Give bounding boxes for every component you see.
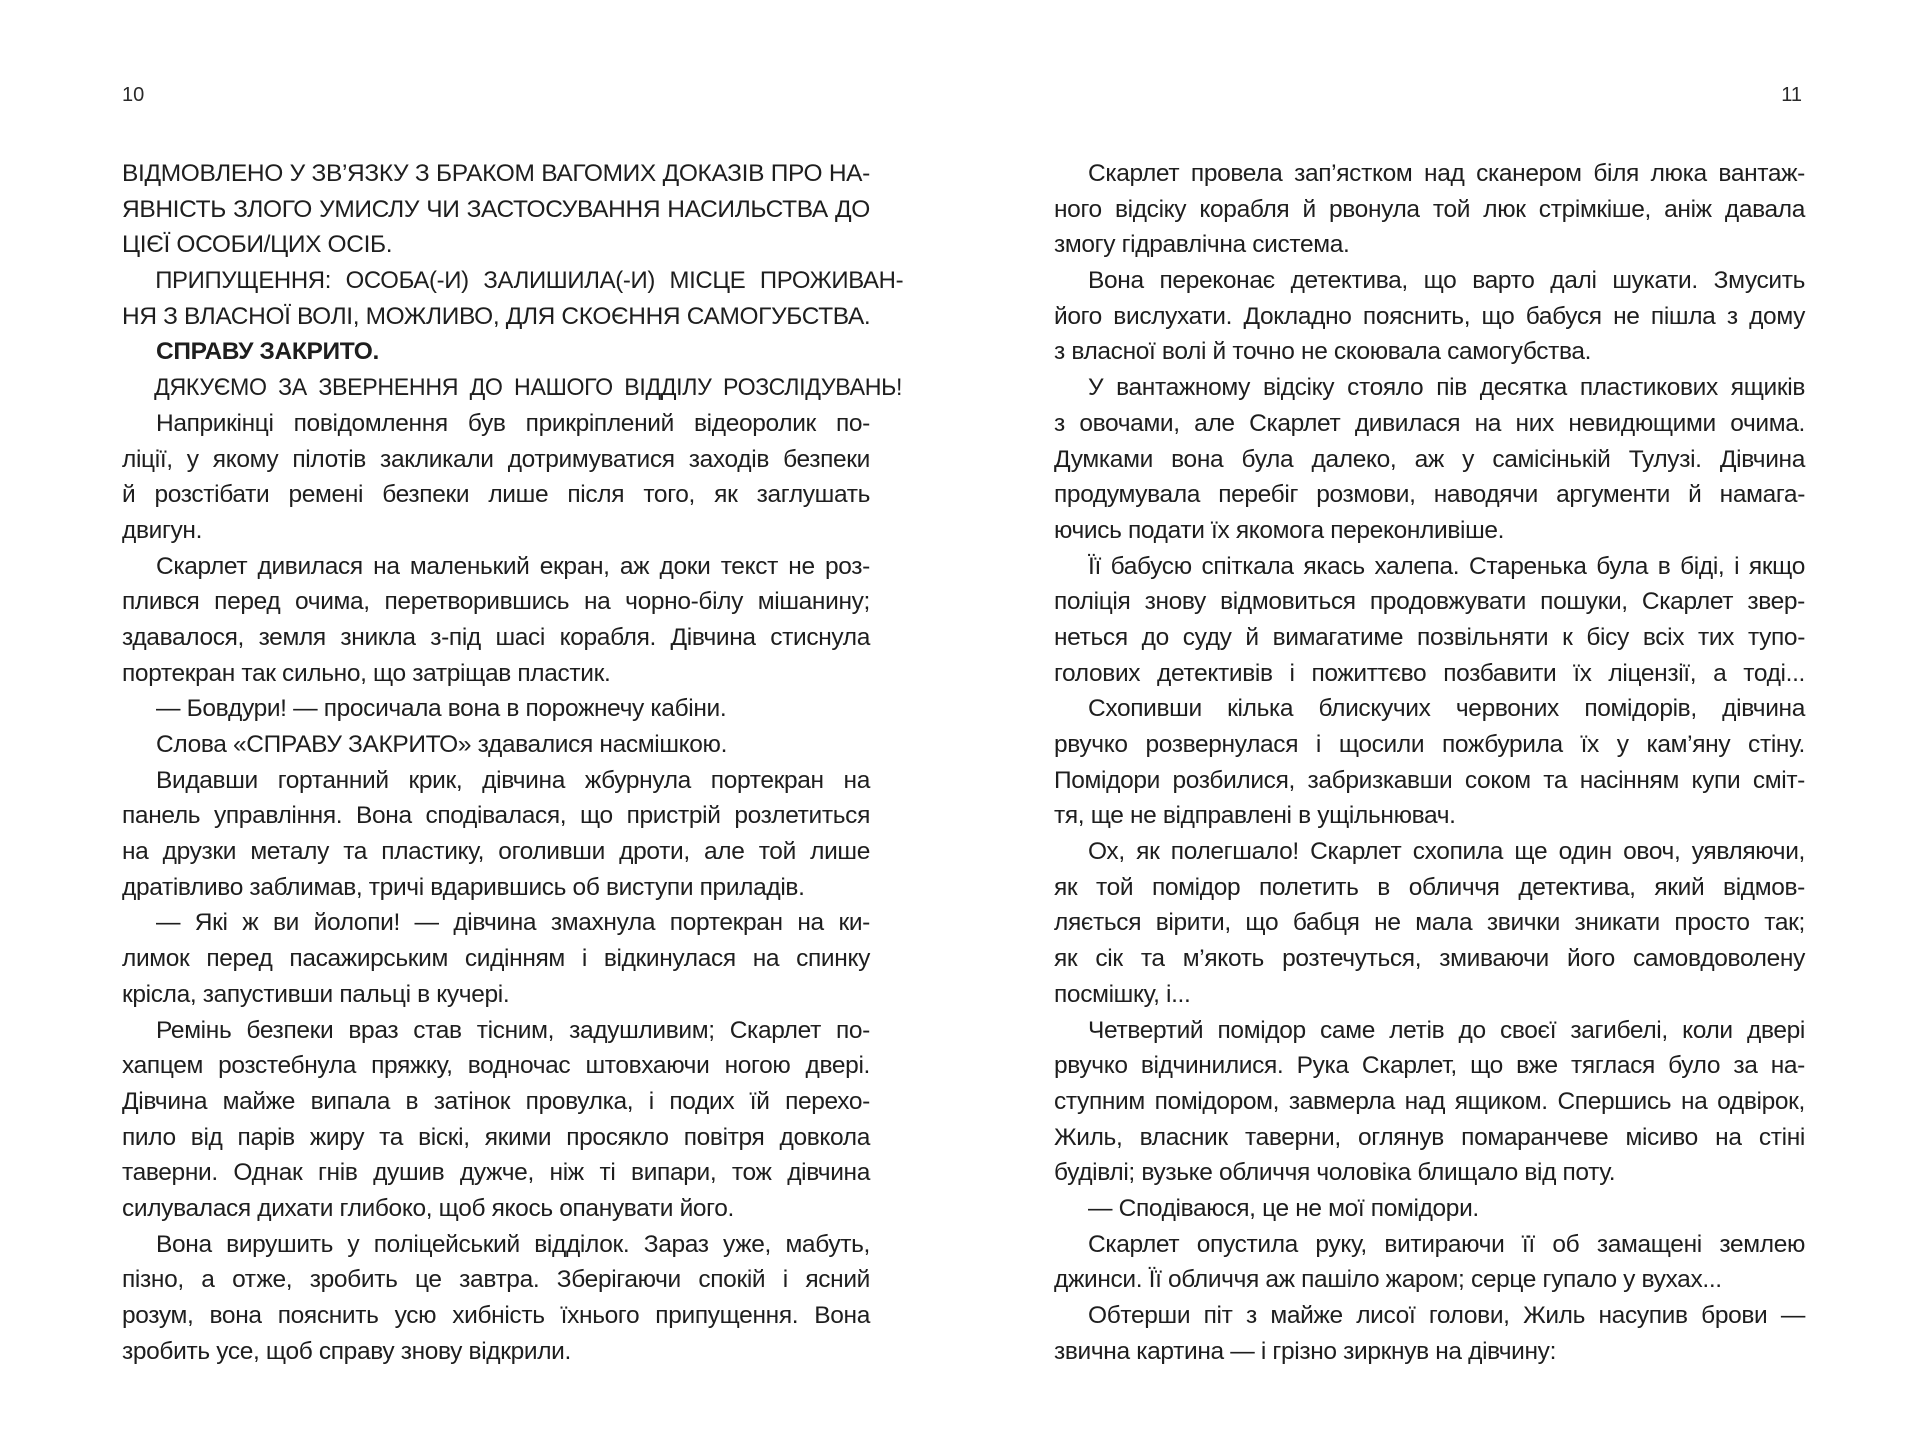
text-line: Її бабусю спіткала якась халепа. Старенька була в біді, і якщо xyxy=(1088,552,1805,580)
text-line: Слова «СПРАВУ ЗАКРИТО» здавалися насмішкою. xyxy=(156,731,728,758)
text-line: звична картина — і грізно зиркнув на дівчину: xyxy=(1054,1337,1557,1365)
text-line: тя, ще не відправлені в ущільнювач. xyxy=(1054,802,1456,830)
text-line: ПРИПУЩЕННЯ: ОСОБА(-И) ЗАЛИШИЛА(-И) МІСЦЕ ПРОЖИВАН- xyxy=(155,267,904,295)
text-line: панель управління. Вона сподівалася, що пристрій розлетиться xyxy=(122,802,870,830)
text-line: ступним помідором, завмерла над ящиком. Спершись на одвірок, xyxy=(1054,1087,1805,1115)
text-line: — Бовдури! — просичала вона в порожнечу кабіни. xyxy=(156,695,727,723)
text-line: Четвертий помідор саме летів до своєї загибелі, коли двері xyxy=(1088,1016,1805,1044)
text-line: плився перед очима, перетворившись на чорно-білу мішанину; xyxy=(122,588,870,616)
text-line: ючись подати їх якомога переконливіше. xyxy=(1054,516,1505,544)
text-line: Наприкінці повідомлення був прикріплений відеоролик по- xyxy=(156,409,870,437)
text-line: продумувала перебіг розмови, наводячи аргументи й намага- xyxy=(1054,481,1805,509)
text-line: як той помідор полетить в обличчя детектива, який відмов- xyxy=(1054,873,1805,901)
text-line: силувалася дихати глибоко, щоб якось опанувати його. xyxy=(122,1194,734,1222)
text-line: ного відсіку корабля й рвонула той люк стрімкіше, аніж давала xyxy=(1054,195,1805,223)
text-line: голових детективів і пожиттєво позбавити їх ліцензії, а тоді... xyxy=(1054,659,1805,687)
text-line: посмішку, і... xyxy=(1054,980,1191,1008)
text-line: з власної волі й точно не скоювала самогубства. xyxy=(1054,338,1592,366)
text-line: й розстібати ремені безпеки лише після того, як заглушать xyxy=(122,481,870,509)
text-line: будівлі; вузьке обличчя чоловіка блищало від поту. xyxy=(1054,1159,1616,1187)
text-line: лимок перед пасажирським сидінням і відкинулася на спинку xyxy=(122,945,870,973)
text-line: поліція знову відмовиться продовжувати пошуки, Скарлет звер- xyxy=(1054,588,1805,616)
text-line: ВІДМОВЛЕНО У ЗВ’ЯЗКУ З БРАКОМ ВАГОМИХ ДОКАЗІВ ПРО НА- xyxy=(122,160,870,187)
text-line: — Сподіваюся, це не мої помідори. xyxy=(1088,1194,1479,1222)
text-line: Вона вирушить у поліцейський відділок. Зараз уже, мабуть, xyxy=(156,1230,870,1258)
text-line: розум, вона пояснить усю хибність їхнього припущення. Вона xyxy=(122,1302,870,1329)
text-line: хапцем розстебнула пряжку, водночас штовхаючи ногою двері. xyxy=(122,1052,870,1080)
text-line: джинси. Її обличчя аж пашіло жаром; серце гупало у вухах... xyxy=(1054,1266,1722,1294)
text-line: Обтерши піт з майже лисої голови, Жиль насупив брови — xyxy=(1088,1302,1805,1329)
page-text xyxy=(122,156,904,1369)
text-line: як сік та м’якоть розтечуться, змиваючи його самовдоволену xyxy=(1054,945,1805,973)
text-line: ДЯКУЄМО ЗА ЗВЕРНЕННЯ ДО НАШОГО ВІДДІЛУ РОЗСЛІДУВАНЬ! xyxy=(154,374,903,402)
text-line: У вантажному відсіку стояло пів десятка пластикових ящиків xyxy=(1088,374,1805,402)
text-line: пило від парів жиру та віскі, якими просякло повітря довкола xyxy=(122,1123,870,1151)
text-line: здавалося, земля зникла з-під шасі корабля. Дівчина стиснула xyxy=(122,623,870,651)
text-line: пізно, а отже, зробить це завтра. Зберігаючи спокій і ясний xyxy=(122,1266,870,1294)
text-line: двигун. xyxy=(122,516,203,544)
text-line: Скарлет провела зап’ястком над сканером біля люка вантаж- xyxy=(1088,160,1805,187)
text-line: ляється вірити, що бабця не мала звички зникати просто так; xyxy=(1054,909,1805,937)
text-line: Вона переконає детектива, що варто далі шукати. Змусить xyxy=(1088,267,1805,295)
text-line: Видавши гортанний крик, дівчина жбурнула портекран на xyxy=(156,766,870,794)
page-text xyxy=(1054,156,1805,1369)
text-line: рвучко відчинилися. Рука Скарлет, що вже тяглася було за на- xyxy=(1054,1052,1805,1080)
text-line: Ремінь безпеки враз став тісним, задушливим; Скарлет по- xyxy=(156,1016,870,1044)
text-line: — Які ж ви йолопи! — дівчина змахнула портекран на ки- xyxy=(156,909,870,937)
text-line: Скарлет опустила руку, витираючи її об замащені землею xyxy=(1088,1230,1805,1258)
text-line: на друзки металу та пластику, оголивши дроти, але той лише xyxy=(122,838,870,866)
page-number: 10 xyxy=(122,84,145,106)
text-line: Жиль, власник таверни, оглянув помаранчеве місиво на стіні xyxy=(1054,1123,1805,1151)
text-line: Схопивши кілька блискучих червоних помідорів, дівчина xyxy=(1088,695,1805,723)
right-page xyxy=(960,0,1920,1430)
text-line: неться до суду й вимагатиме позвільняти к бісу всіх тих тупо- xyxy=(1054,623,1805,651)
text-line: Дівчина майже випала в затінок провулка, і подих їй перехо- xyxy=(122,1087,870,1115)
text-line: Скарлет дивилася на маленький екран, аж доки текст не роз- xyxy=(156,552,870,580)
text-line: ЯВНІСТЬ ЗЛОГО УМИСЛУ ЧИ ЗАСТОСУВАННЯ НАСИЛЬСТВА ДО xyxy=(122,195,870,223)
text-line: ЦІЄЇ ОСОБИ/ЦИХ ОСІБ. xyxy=(122,231,393,259)
text-line: зробить усе, щоб справу знову відкрили. xyxy=(122,1337,571,1365)
text-line: Ох, як полегшало! Скарлет схопила ще один овоч, уявляючи, xyxy=(1088,838,1805,866)
text-line: рвучко розвернулася і щосили пожбурила їх у кам’яну стіну. xyxy=(1054,731,1805,758)
bold-text-line: СПРАВУ ЗАКРИТО. xyxy=(156,338,379,366)
page-number: 11 xyxy=(1781,84,1802,106)
text-line: Думками вона була далеко, аж у самісінькій Тулузі. Дівчина xyxy=(1054,445,1805,473)
text-line: ліції, у якому пілотів закликали дотримуватися заходів безпеки xyxy=(122,445,870,473)
text-line: портекран так сильно, що затріщав пластик. xyxy=(122,659,611,687)
text-line: крісла, запустивши пальці в кучері. xyxy=(122,980,510,1008)
text-line: його вислухати. Докладно пояснить, що бабуся не пішла з дому xyxy=(1054,302,1805,330)
text-line: НЯ З ВЛАСНОЇ ВОЛІ, МОЖЛИВО, ДЛЯ СКОЄННЯ САМОГУБСТВА. xyxy=(122,302,871,330)
text-line: Помідори розбилися, забризкавши соком та насінням купи сміт- xyxy=(1054,766,1805,794)
text-line: змогу гідравлічна система. xyxy=(1054,231,1350,259)
text-line: дратівливо заблимав, тричі вдарившись об виступи приладів. xyxy=(122,873,805,901)
text-line: з овочами, але Скарлет дивилася на них невидющими очима. xyxy=(1054,409,1805,437)
text-line: таверни. Однак гнів душив дужче, ніж ті випари, тож дівчина xyxy=(122,1159,870,1187)
